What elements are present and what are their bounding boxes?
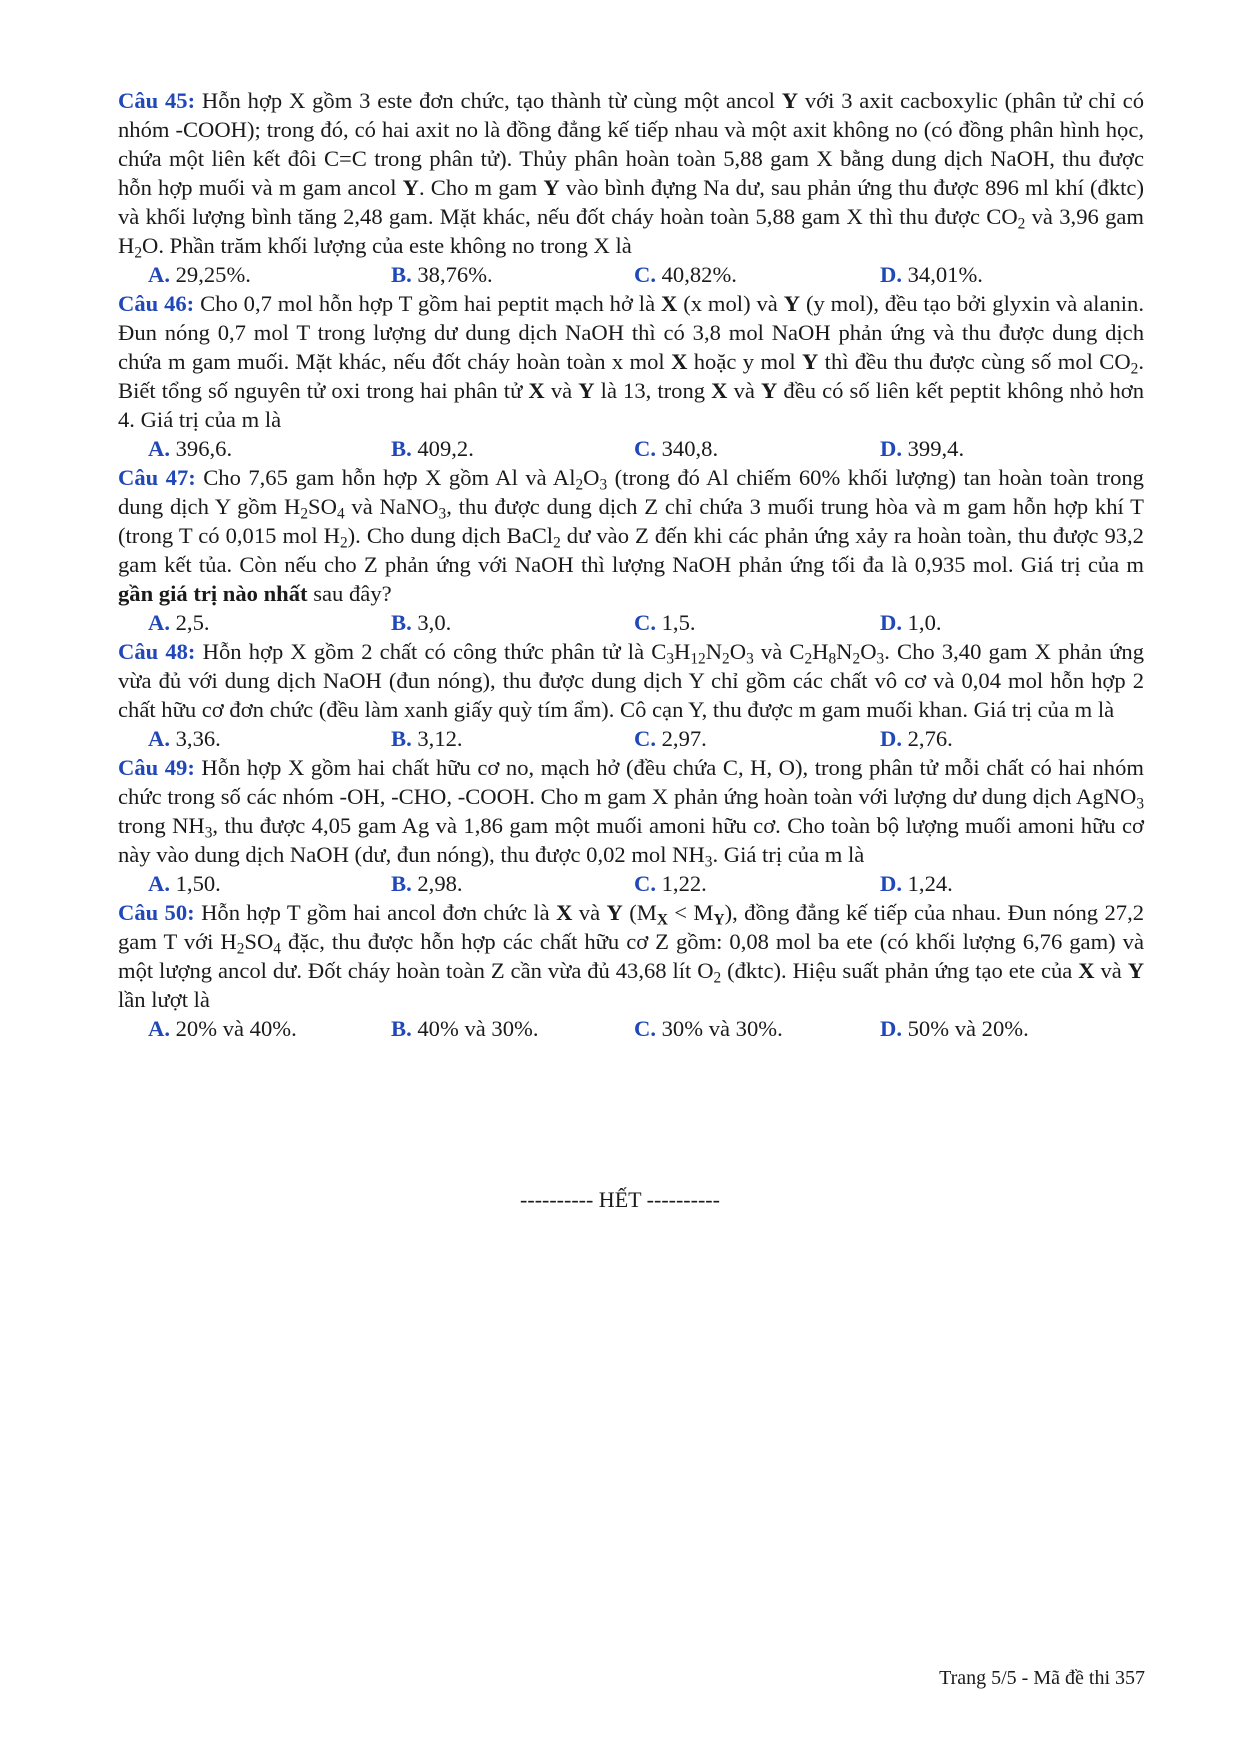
- question-label: Câu 49:: [118, 755, 195, 780]
- question-text: Câu 46: Cho 0,7 mol hỗn hợp T gồm hai peptit mạch hở là X (x mol) và Y (y mol), đều tạo bởi glyxin và alanin. Đun nóng 0,7 mol T trong lượng dư dung dịch NaOH thì có 3,8 mol NaOH phản ứng và thu được dung dịch chứa m gam muối. Mặt khác, nếu đốt cháy hoàn toàn x mol X hoặc y mol Y thì đều thu được cùng số mol $CO_2$. Biết tổng số nguyên tử oxi trong hai phân tử X và Y là 13, trong X và Y đều có số liên kết peptit không nhỏ hơn 4. Giá trị của m là: [118, 291, 1144, 432]
- answer-options: [118, 1014, 1144, 1043]
- answer-options: [118, 260, 1144, 289]
- question-label: Câu 48:: [118, 639, 196, 664]
- question-text: Câu 50: Hỗn hợp T gồm hai ancol đơn chức là X và Y $(M_X < M_Y)$, đồng đẳng kế tiếp của nhau. Đun nóng 27,2 gam T với $H_2SO_4$ đặc, thu được hỗn hợp các chất hữu cơ Z gồm: 0,08 mol ba ete (có khối lượng 6,76 gam) và một lượng ancol dư. Đốt cháy hoàn toàn Z cần vừa đủ 43,68 lít $O_2$ (đktc). Hiệu suất phản ứng tạo ete của X và Y lần lượt là: [118, 900, 1145, 1012]
- question-label: Câu 45:: [118, 88, 196, 113]
- option-a: A. 20% và 40%.: [148, 1016, 297, 1041]
- option-b: B. 3,12.: [391, 726, 463, 751]
- answer-options: [118, 608, 1144, 637]
- question-label: Câu 47:: [118, 465, 196, 490]
- option-d: D. 399,4.: [880, 436, 965, 461]
- option-a: A. 29,25%.: [148, 262, 251, 287]
- question-label: Câu 46:: [118, 291, 195, 316]
- option-d: D. 50% và 20%.: [880, 1016, 1029, 1041]
- question-label: Câu 50:: [118, 900, 195, 925]
- option-a: A. 3,36.: [148, 726, 221, 751]
- question-text: Câu 48: Hỗn hợp X gồm 2 chất có công thức phân tử là $C_3H_{12}N_2O_3$ và $C_2H_8N_2O_3$. Cho 3,40 gam X phản ứng vừa đủ với dung dịch NaOH (đun nóng), thu được dung dịch Y chỉ gồm các chất vô cơ và 0,04 mol hỗn hợp 2 chất hữu cơ đơn chức (đều làm xanh giấy quỳ tím ẩm). Cô cạn Y, thu được m gam muối khan. Giá trị của m là: [118, 639, 1144, 722]
- page-footer: Trang 5/5 - Mã đề thi 357: [939, 1667, 1145, 1689]
- question-text: Câu 45: Hỗn hợp X gồm 3 este đơn chức, tạo thành từ cùng một ancol Y với 3 axit cacboxylic (phân tử chỉ có nhóm -COOH); trong đó, có hai axit no là đồng đẳng kế tiếp nhau và một axit không no (có đồng phân hình học, chứa một liên kết đôi C=C trong phân tử). Thủy phân hoàn toàn 5,88 gam X bằng dung dịch NaOH, thu được hỗn hợp muối và m gam ancol Y. Cho m gam Y vào bình đựng Na dư, sau phản ứng thu được 896 ml khí (đktc) và khối lượng bình tăng 2,48 gam. Mặt khác, nếu đốt cháy hoàn toàn 5,88 gam X thì thu được $CO_2$ và 3,96 gam $H_2O$. Phần trăm khối lượng của este không no trong X là: [118, 88, 1144, 262]
- question-47: [118, 463, 1144, 637]
- option-c: C. 1,22.: [634, 871, 707, 896]
- answer-options: [118, 869, 1144, 898]
- option-d: D. 34,01%.: [880, 262, 983, 287]
- question-45: [118, 86, 1144, 289]
- option-a: A. 1,50.: [148, 871, 221, 896]
- option-b: B. 3,0.: [391, 610, 452, 635]
- option-c: C. 40,82%.: [634, 262, 737, 287]
- end-marker: ---------- HẾT ----------: [520, 1187, 720, 1212]
- option-a: A. 396,6.: [148, 436, 233, 461]
- option-b: B. 40% và 30%.: [391, 1016, 539, 1041]
- answer-options: [118, 724, 1144, 753]
- option-c: C. 30% và 30%.: [634, 1016, 783, 1041]
- option-c: C. 340,8.: [634, 436, 719, 461]
- option-d: D. 2,76.: [880, 726, 953, 751]
- option-d: D. 1,24.: [880, 871, 953, 896]
- option-a: A. 2,5.: [148, 610, 210, 635]
- option-b: B. 38,76%.: [391, 262, 493, 287]
- question-text: Câu 49: Hỗn hợp X gồm hai chất hữu cơ no, mạch hở (đều chứa C, H, O), trong phân tử mỗi chất có hai nhóm chức trong số các nhóm -OH, -CHO, -COOH. Cho m gam X phản ứng hoàn toàn với lượng dư dung dịch AgNO$_3$ trong $NH_3$, thu được 4,05 gam Ag và 1,86 gam một muối amoni hữu cơ. Cho toàn bộ lượng muối amoni hữu cơ này vào dung dịch NaOH (dư, đun nóng), thu được 0,02 mol $NH_3$. Giá trị của m là: [118, 755, 1144, 871]
- question-text: Câu 47: Cho 7,65 gam hỗn hợp X gồm Al và $Al_2O_3$ (trong đó Al chiếm 60% khối lượng) tan hoàn toàn trong dung dịch Y gồm $H_2SO_4$ và NaNO$_3$, thu được dung dịch Z chỉ chứa 3 muối trung hòa và m gam hỗn hợp khí T (trong T có 0,015 mol $H_2$). Cho dung dịch BaCl$_2$ dư vào Z đến khi các phản ứng xảy ra hoàn toàn, thu được 93,2 gam kết tủa. Còn nếu cho Z phản ứng với NaOH thì lượng NaOH phản ứng tối đa là 0,935 mol. Giá trị của m gần giá trị nào nhất sau đây?: [118, 465, 1144, 606]
- option-c: C. 1,5.: [634, 610, 696, 635]
- option-d: D. 1,0.: [880, 610, 942, 635]
- option-b: B. 2,98.: [391, 871, 463, 896]
- answer-options: [118, 434, 1144, 463]
- question-49: [118, 753, 1144, 898]
- question-50: [118, 898, 1144, 1043]
- question-48: [118, 637, 1144, 753]
- option-b: B. 409,2.: [391, 436, 474, 461]
- question-46: [118, 289, 1144, 463]
- exam-page: [118, 86, 1144, 1043]
- option-c: C. 2,97.: [634, 726, 707, 751]
